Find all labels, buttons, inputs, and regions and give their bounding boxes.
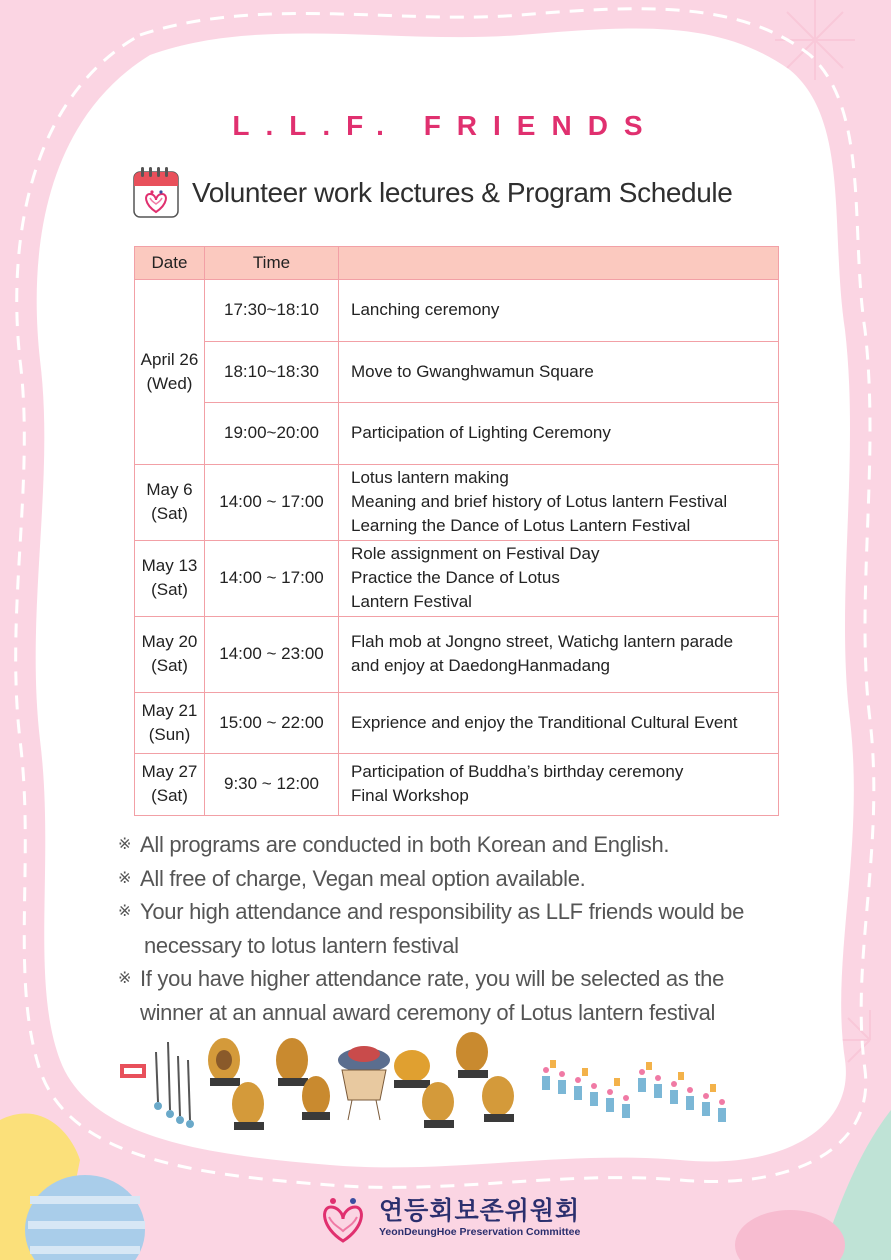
date-cell: May 13 (Sat): [135, 540, 205, 616]
heart-lotus-logo-icon: [315, 1191, 371, 1245]
table-row: [135, 692, 779, 754]
organization-logo: [315, 1188, 580, 1248]
header-date: Date: [135, 247, 205, 280]
program-cell: Role assignment on Festival Day Practice the Dance of Lotus Lantern Festival: [339, 540, 779, 616]
page-heading: L.L.F. FRIENDS: [232, 110, 659, 141]
logo-korean-text: 연등회보존위원회: [379, 1197, 581, 1225]
time-cell: 9:30 ~ 12:00: [205, 754, 339, 816]
logo-english-text: YeonDeungHoe Preservation Committee: [379, 1226, 581, 1238]
program-cell: Participation of Buddha’s birthday ceremony Final Workshop: [339, 754, 779, 816]
table-row: [135, 616, 779, 692]
calendar-icon: [132, 166, 180, 220]
time-cell: 14:00 ~ 17:00: [205, 540, 339, 616]
schedule-title: Volunteer work lectures & Program Schedule: [192, 177, 733, 208]
lantern-parade-illustration: [116, 1030, 756, 1140]
table-header-row: [135, 247, 779, 280]
table-row: [135, 341, 779, 403]
note-item: ※ If you have higher attendance rate, you will be selected as the winner at an annual award ceremony of Lotus lantern festival: [118, 962, 818, 1029]
date-cell: May 21 (Sun): [135, 692, 205, 754]
note-item: ※ All programs are conducted in both Korean and English.: [118, 828, 818, 862]
program-cell: Flah mob at Jongno street, Watichg lantern parade and enjoy at DaedongHanmadang: [339, 616, 779, 692]
time-cell: 15:00 ~ 22:00: [205, 692, 339, 754]
table-row: [135, 754, 779, 816]
reference-mark-icon: ※: [118, 869, 132, 887]
note-item: ※ All free of charge, Vegan meal option available.: [118, 862, 818, 896]
date-cell: May 27 (Sat): [135, 754, 205, 816]
time-cell: 19:00~20:00: [205, 403, 339, 465]
header-program: [339, 247, 779, 280]
reference-mark-icon: ※: [118, 836, 132, 853]
subheading-row: [132, 165, 732, 221]
program-cell: Exprience and enjoy the Tranditional Cultural Event: [339, 692, 779, 754]
table-row: [135, 403, 779, 465]
header-time: Time: [205, 247, 339, 280]
note-item: ※ Your high attendance and responsibility as LLF friends would be necessary to lotus lantern festival: [118, 895, 818, 962]
program-cell: Move to Gwanghwamun Square: [339, 341, 779, 403]
schedule-table: [134, 246, 779, 816]
reference-mark-icon: ※: [118, 970, 132, 987]
time-cell: 14:00 ~ 23:00: [205, 616, 339, 692]
time-cell: 17:30~18:10: [205, 280, 339, 342]
reference-mark-icon: ※: [118, 903, 132, 920]
date-cell: May 20 (Sat): [135, 616, 205, 692]
date-cell: April 26 (Wed): [135, 280, 205, 465]
program-cell: Participation of Lighting Ceremony: [339, 403, 779, 465]
time-cell: 18:10~18:30: [205, 341, 339, 403]
time-cell: 14:00 ~ 17:00: [205, 464, 339, 540]
table-row: [135, 464, 779, 540]
program-cell: Lotus lantern making Meaning and brief history of Lotus lantern Festival Learning the Dance of Lotus Lantern Festival: [339, 464, 779, 540]
notes-list: [118, 828, 818, 1029]
program-cell: Lanching ceremony: [339, 280, 779, 342]
table-row: [135, 280, 779, 342]
table-row: [135, 540, 779, 616]
date-cell: May 6 (Sat): [135, 464, 205, 540]
